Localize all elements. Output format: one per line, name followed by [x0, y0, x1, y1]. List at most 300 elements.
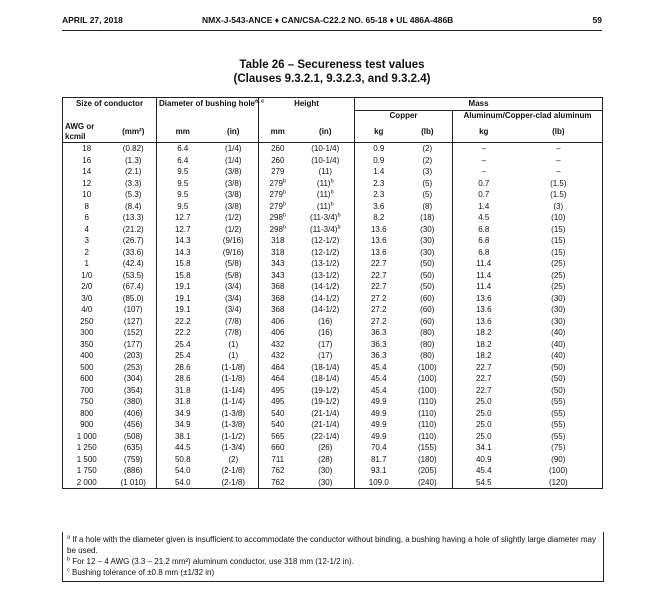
footnote-ref: b: [282, 177, 286, 184]
cell-mm2: [111, 224, 157, 236]
cell-value: –: [481, 155, 486, 165]
cell-al-lb: [515, 212, 603, 224]
cell-al-kg: [453, 385, 515, 397]
cell-value: 15.8: [174, 270, 191, 280]
cell-cu-lb: [403, 143, 453, 155]
cell-value: 81.7: [370, 454, 387, 464]
cell-h-in: [297, 465, 355, 477]
cell-value: (11-3/4): [310, 213, 338, 222]
cell-value: 279: [269, 178, 283, 188]
cell-value: 6.8: [478, 224, 490, 234]
table-row: [63, 362, 603, 374]
cell-value: (177): [123, 339, 143, 349]
cell-value: 50.8: [174, 454, 191, 464]
cell-h-in: [297, 431, 355, 443]
cell-dia-mm: [157, 454, 209, 466]
cell-value: 49.9: [370, 431, 387, 441]
cell-value: (120): [548, 477, 568, 487]
cell-value: (240): [417, 477, 437, 487]
cell-value: (33.6): [122, 247, 144, 257]
cell-value: 45.4: [475, 466, 492, 475]
cell-value: (2.1): [125, 167, 142, 176]
cell-value: (18): [420, 213, 435, 222]
cell-value: (50): [420, 282, 435, 291]
cell-dia-in: [209, 327, 259, 339]
cell-h-in: [297, 224, 355, 236]
cell-value: (55): [551, 397, 566, 406]
cell-cu-lb: [403, 431, 453, 443]
cell-value: (50): [420, 259, 435, 268]
cell-cu-kg: [355, 166, 403, 178]
note-a-marker: a: [67, 534, 71, 541]
cell-al-kg: [453, 201, 515, 213]
cell-cu-lb: [403, 166, 453, 178]
cell-value: 1 000: [76, 431, 97, 441]
cell-value: (1/4): [225, 144, 242, 153]
cell-value: (18-1/4): [311, 374, 340, 383]
cell-value: (3/4): [225, 293, 242, 303]
cell-value: (50): [551, 385, 566, 395]
cell-value: 298: [269, 224, 283, 234]
cell-cu-lb: [403, 385, 453, 397]
cell-dia-in: [209, 304, 259, 316]
cell-value: 12: [82, 178, 92, 188]
cell-value: 18.2: [475, 339, 492, 349]
cell-value: (127): [123, 316, 143, 326]
cell-value: 49.9: [370, 408, 387, 418]
cell-value: 109.0: [368, 477, 389, 487]
cell-h-in: [297, 373, 355, 385]
cell-value: 279: [269, 201, 283, 211]
cell-value: (30): [551, 293, 566, 303]
cell-awg: [63, 235, 111, 247]
cell-h-mm: [259, 155, 297, 167]
cell-value: 9.5: [177, 190, 189, 199]
cell-dia-in: [209, 143, 259, 155]
cell-cu-kg: [355, 477, 403, 489]
cell-value: –: [556, 167, 561, 176]
cell-value: (13.3): [122, 213, 144, 222]
cell-value: (60): [420, 293, 435, 303]
cell-al-lb: [515, 419, 603, 431]
cell-value: (100): [417, 362, 437, 372]
cell-mm2: [111, 408, 157, 420]
cell-value: 464: [271, 374, 285, 383]
cell-al-lb: [515, 293, 603, 305]
cell-cu-kg: [355, 212, 403, 224]
cell-dia-mm: [157, 178, 209, 190]
cell-awg: [63, 431, 111, 443]
footnote-ref: b: [330, 189, 334, 196]
cell-dia-in: [209, 385, 259, 397]
cell-value: 27.2: [370, 293, 387, 303]
cell-value: 1 250: [76, 443, 97, 452]
cell-dia-in: [209, 247, 259, 259]
cell-value: 25.0: [475, 431, 492, 441]
cell-value: (11): [318, 167, 333, 176]
cell-value: (60): [420, 305, 435, 314]
cell-value: (1): [228, 339, 239, 349]
cell-value: 45.4: [370, 385, 387, 395]
cell-al-lb: [515, 396, 603, 408]
header-dia-in: (in): [209, 122, 259, 142]
table-row: [63, 155, 603, 167]
cell-value: 18: [82, 144, 92, 153]
cell-value: 19.1: [174, 293, 191, 303]
cell-value: 540: [271, 408, 285, 418]
cell-cu-kg: [355, 373, 403, 385]
cell-value: 2.3: [373, 190, 385, 199]
cell-al-lb: [515, 143, 603, 155]
cell-cu-lb: [403, 281, 453, 293]
cell-mm2: [111, 155, 157, 167]
cell-value: 27.2: [370, 316, 387, 326]
cell-value: (16): [318, 316, 333, 326]
cell-value: (50): [420, 270, 435, 280]
cell-value: (508): [123, 431, 143, 441]
cell-al-lb: [515, 362, 603, 374]
cell-value: (100): [417, 374, 437, 383]
header-height: Height: [259, 98, 355, 111]
cell-al-kg: [453, 396, 515, 408]
cell-value: (80): [420, 339, 435, 349]
cell-dia-mm: [157, 293, 209, 305]
header-aluminum: Aluminum/Copper-clad aluminum: [453, 110, 603, 122]
cell-dia-in: [209, 316, 259, 328]
cell-value: (30): [420, 224, 435, 234]
cell-value: (3/8): [225, 178, 242, 188]
cell-cu-kg: [355, 327, 403, 339]
cell-value: 8: [84, 201, 89, 211]
cell-value: 432: [271, 351, 285, 360]
cell-value: 400: [80, 351, 94, 360]
cell-value: (17): [318, 351, 333, 360]
cell-value: 38.1: [174, 431, 191, 441]
cell-al-lb: [515, 224, 603, 236]
cell-cu-kg: [355, 201, 403, 213]
cell-value: 1 500: [76, 454, 97, 464]
cell-value: 22.7: [475, 385, 492, 395]
cell-dia-mm: [157, 281, 209, 293]
cell-value: (100): [548, 466, 568, 475]
cell-value: (18-1/4): [311, 362, 340, 372]
cell-h-in: [297, 178, 355, 190]
cell-value: 34.1: [475, 443, 492, 452]
cell-value: 750: [80, 397, 94, 406]
cell-value: (1-1/4): [221, 385, 246, 395]
cell-cu-kg: [355, 419, 403, 431]
cell-dia-mm: [157, 155, 209, 167]
cell-cu-kg: [355, 304, 403, 316]
cell-value: 70.4: [370, 443, 387, 452]
table-row: [63, 316, 603, 328]
cell-value: 0.7: [478, 178, 490, 188]
cell-value: 13.6: [475, 316, 492, 326]
cell-h-mm: [259, 281, 297, 293]
cell-value: (15): [551, 236, 566, 245]
cell-value: (67.4): [122, 282, 144, 291]
cell-value: 22.7: [370, 282, 387, 291]
cell-mm2: [111, 339, 157, 351]
cell-value: 600: [80, 374, 94, 383]
footnote-ref: b: [282, 189, 286, 196]
cell-awg: [63, 258, 111, 270]
cell-cu-lb: [403, 212, 453, 224]
cell-value: (155): [417, 443, 437, 452]
cell-value: 34.9: [174, 420, 191, 429]
cell-al-lb: [515, 178, 603, 190]
cell-h-mm: [259, 327, 297, 339]
cell-al-kg: [453, 431, 515, 443]
cell-value: (759): [123, 454, 143, 464]
cell-h-mm: [259, 454, 297, 466]
cell-mm2: [111, 362, 157, 374]
cell-mm2: [111, 385, 157, 397]
cell-awg: [63, 281, 111, 293]
cell-h-in: [297, 396, 355, 408]
cell-value: 49.9: [370, 420, 387, 429]
cell-value: 12.7: [174, 224, 191, 234]
table-row: [63, 339, 603, 351]
cell-value: –: [556, 155, 561, 165]
cell-value: (3/8): [225, 190, 242, 199]
cell-h-mm: [259, 431, 297, 443]
cell-value: (205): [417, 466, 437, 475]
cell-dia-in: [209, 396, 259, 408]
cell-value: 298: [269, 213, 283, 222]
cell-value: 22.2: [174, 328, 191, 337]
cell-value: (3): [422, 167, 433, 176]
cell-cu-kg: [355, 442, 403, 454]
cell-dia-mm: [157, 431, 209, 443]
cell-cu-kg: [355, 270, 403, 282]
cell-awg: [63, 201, 111, 213]
cell-value: (635): [123, 443, 143, 452]
cell-al-kg: [453, 373, 515, 385]
cell-h-in: [297, 201, 355, 213]
cell-al-kg: [453, 293, 515, 305]
cell-value: (50): [551, 362, 566, 372]
cell-value: (9/16): [222, 247, 244, 257]
cell-value: (13-1/2): [311, 270, 340, 280]
cell-value: (11): [316, 178, 331, 188]
cell-cu-kg: [355, 155, 403, 167]
cell-al-kg: [453, 178, 515, 190]
cell-value: (0.82): [122, 144, 144, 153]
cell-h-in: [297, 316, 355, 328]
cell-value: 14: [82, 167, 92, 176]
cell-dia-in: [209, 281, 259, 293]
cell-value: –: [481, 167, 486, 176]
cell-value: 260: [271, 144, 285, 153]
cell-value: 495: [271, 397, 285, 406]
cell-value: 22.7: [370, 270, 387, 280]
cell-al-kg: [453, 155, 515, 167]
cell-dia-mm: [157, 327, 209, 339]
cell-value: 11.4: [476, 259, 492, 268]
page-header: [62, 12, 602, 30]
cell-value: 432: [271, 339, 285, 349]
cell-value: 25.4: [174, 339, 191, 349]
cell-dia-in: [209, 362, 259, 374]
cell-value: (75): [551, 443, 566, 452]
cell-h-mm: [259, 419, 297, 431]
cell-mm2: [111, 431, 157, 443]
cell-h-mm: [259, 465, 297, 477]
cell-value: (25): [551, 270, 566, 280]
footnote-ref: b: [282, 212, 286, 219]
cell-cu-kg: [355, 396, 403, 408]
cell-dia-in: [209, 178, 259, 190]
cell-awg: [63, 224, 111, 236]
cell-value: (3/8): [225, 201, 242, 211]
cell-value: (30): [551, 316, 566, 326]
cell-value: (26): [318, 443, 333, 452]
cell-value: 1: [84, 259, 89, 268]
cell-h-in: [297, 362, 355, 374]
cell-value: 31.8: [174, 385, 191, 395]
cell-dia-in: [209, 155, 259, 167]
cell-value: 54.0: [174, 466, 191, 475]
cell-value: 22.7: [370, 259, 387, 268]
cell-value: 25.0: [475, 420, 492, 429]
cell-value: 4.5: [478, 213, 490, 222]
cell-al-lb: [515, 373, 603, 385]
cell-value: 28.6: [174, 362, 191, 372]
cell-value: 711: [271, 454, 285, 464]
note-b: [67, 556, 599, 567]
cell-h-mm: [259, 408, 297, 420]
cell-value: 54.5: [475, 477, 492, 487]
header-mass: Mass: [355, 98, 603, 111]
cell-dia-in: [209, 212, 259, 224]
cell-awg: [63, 396, 111, 408]
cell-value: 406: [271, 316, 285, 326]
table-row: [63, 477, 603, 489]
cell-awg: [63, 155, 111, 167]
footnote-ref: b: [330, 177, 334, 184]
cell-h-mm: [259, 270, 297, 282]
cell-value: 6.8: [478, 236, 490, 245]
table-title-line2: (Clauses 9.3.2.1, 9.3.2.3, and 9.3.2.4): [233, 73, 431, 85]
cell-value: (50): [551, 374, 566, 383]
cell-value: 18.2: [475, 351, 492, 360]
header-mm2: (mm²): [111, 122, 157, 142]
cell-al-kg: [453, 419, 515, 431]
cell-h-mm: [259, 350, 297, 362]
cell-value: (2): [228, 454, 239, 464]
cell-dia-mm: [157, 166, 209, 178]
cell-value: (2-1/8): [221, 477, 246, 487]
cell-dia-mm: [157, 212, 209, 224]
cell-al-kg: [453, 304, 515, 316]
cell-value: (886): [123, 466, 143, 475]
cell-value: (11): [316, 201, 331, 211]
cell-awg: [63, 247, 111, 259]
cell-value: (14-1/2): [311, 282, 340, 291]
cell-al-lb: [515, 258, 603, 270]
cell-mm2: [111, 350, 157, 362]
cell-cu-kg: [355, 178, 403, 190]
cell-dia-in: [209, 339, 259, 351]
cell-value: 11.4: [476, 282, 492, 291]
cell-mm2: [111, 465, 157, 477]
table-row: [63, 304, 603, 316]
cell-h-in: [297, 442, 355, 454]
cell-mm2: [111, 454, 157, 466]
cell-value: (3/8): [225, 167, 242, 176]
cell-value: (30): [318, 477, 333, 487]
cell-al-lb: [515, 304, 603, 316]
cell-value: (15): [551, 247, 566, 257]
cell-h-mm: [259, 339, 297, 351]
cell-cu-lb: [403, 339, 453, 351]
cell-cu-kg: [355, 235, 403, 247]
cell-cu-kg: [355, 258, 403, 270]
cell-value: 279: [269, 190, 283, 199]
cell-value: 49.9: [370, 397, 387, 406]
cell-value: 540: [271, 420, 285, 429]
cell-mm2: [111, 247, 157, 259]
cell-value: 6.4: [177, 144, 189, 153]
cell-value: (11-3/4): [310, 224, 338, 234]
cell-value: (12-1/2): [311, 247, 340, 257]
cell-cu-kg: [355, 293, 403, 305]
cell-awg: [63, 143, 111, 155]
cell-value: (1-1/8): [221, 374, 246, 383]
cell-cu-kg: [355, 385, 403, 397]
cell-value: 40.9: [475, 454, 492, 464]
cell-value: 343: [271, 270, 285, 280]
cell-value: 45.4: [370, 374, 387, 383]
cell-al-kg: [453, 327, 515, 339]
cell-al-lb: [515, 247, 603, 259]
cell-value: (5.3): [125, 190, 142, 199]
cell-al-kg: [453, 247, 515, 259]
cell-dia-mm: [157, 316, 209, 328]
cell-value: 27.2: [370, 305, 387, 314]
cell-value: 22.7: [475, 374, 492, 383]
cell-cu-kg: [355, 465, 403, 477]
cell-value: (253): [123, 362, 143, 372]
cell-value: 14.3: [174, 247, 191, 257]
cell-value: 495: [271, 385, 285, 395]
cell-mm2: [111, 373, 157, 385]
table-title-line1: Table 26 – Secureness test values: [239, 59, 425, 71]
cell-al-kg: [453, 454, 515, 466]
cell-mm2: [111, 166, 157, 178]
cell-cu-lb: [403, 270, 453, 282]
cell-value: 4/0: [81, 305, 93, 314]
table-row: [63, 212, 603, 224]
cell-al-kg: [453, 224, 515, 236]
cell-value: (110): [418, 408, 437, 418]
cell-value: (8): [422, 201, 433, 211]
cell-h-in: [297, 477, 355, 489]
cell-al-kg: [453, 281, 515, 293]
footnote-ref: b: [282, 200, 286, 207]
cell-mm2: [111, 396, 157, 408]
cell-al-lb: [515, 235, 603, 247]
cell-value: (55): [551, 420, 566, 429]
cell-dia-in: [209, 201, 259, 213]
cell-value: 25.4: [174, 351, 191, 360]
cell-value: 54.0: [174, 477, 191, 487]
table-row: [63, 442, 603, 454]
cell-al-lb: [515, 316, 603, 328]
cell-al-kg: [453, 442, 515, 454]
table-row: [63, 143, 603, 155]
